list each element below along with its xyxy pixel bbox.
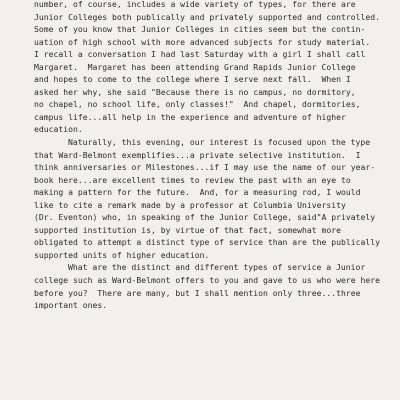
text-line: Junior Colleges both publically and privately supported and controlled. — [34, 11, 380, 22]
text-line: supported institution is, by virtue of that fact, somewhat more — [34, 224, 341, 235]
text-line: like to cite a remark made by a professor at Columbia University — [34, 199, 346, 210]
text-line: making a pattern for the future. And, for a measuring rod, I would — [34, 187, 361, 198]
text-line: education. — [34, 124, 83, 135]
text-line: asked her why, she said "Because there is no campus, no dormitory, — [34, 86, 356, 97]
text-line: What are the distinct and different types of service a Junior — [68, 262, 366, 273]
text-line: Margaret. Margaret has been attending Grand Rapids Junior College — [34, 61, 356, 72]
text-line: I recall a conversation I had last Saturday with a girl I shall call — [34, 49, 366, 60]
text-line: before you? There are many, but I shall mention only three...three — [34, 287, 361, 298]
text-line: Some of you know that Junior Colleges in cities seem but the contin- — [34, 24, 366, 35]
text-line: obligated to attempt a distinct type of service than are the publically — [34, 237, 380, 248]
text-line: (Dr. Eventon) who, in speaking of the Junior College, said"A privately — [34, 212, 376, 223]
text-line: that Ward-Belmont exemplifies...a private selective institution. I — [34, 149, 361, 160]
text-line: and hopes to come to the college where I serve next fall. When I — [34, 74, 351, 85]
text-line: book here...are excellent times to review the past with an eye to — [34, 174, 351, 185]
text-line: number, of course, includes a wide variety of types, for there are — [34, 0, 356, 9]
text-line: Naturally, this evening, our interest is focused upon the type — [68, 137, 371, 148]
text-line: think anniversaries or Milestones...if I may use the name of our year- — [34, 162, 376, 173]
text-line: no chapel, no school life, only classes!" And chapel, dormitories, — [34, 99, 361, 110]
text-line: supported units of higher education. — [34, 249, 210, 260]
text-line: campus life...all help in the experience and adventure of higher — [34, 111, 346, 122]
text-line: uation of high school with more advanced subjects for study material. — [34, 36, 371, 47]
text-line: college such as Ward-Belmont offers to you and gave to us who were here — [34, 275, 380, 286]
text-line: important ones. — [34, 300, 108, 311]
